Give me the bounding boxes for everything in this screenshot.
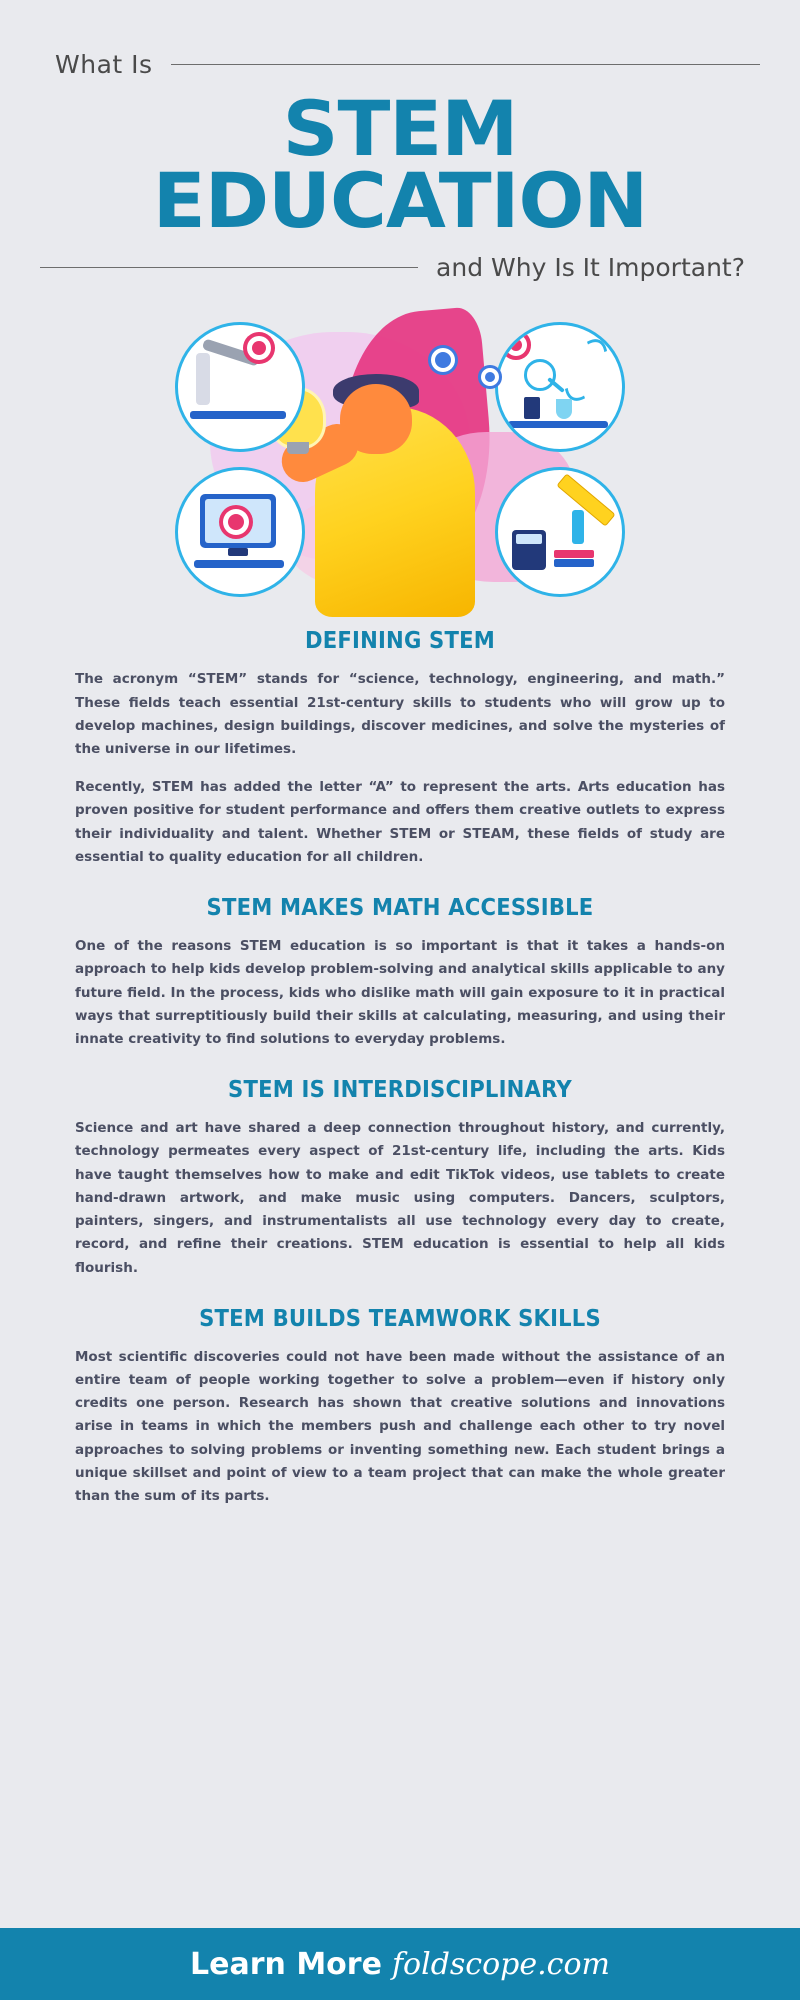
technology-circle-icon <box>175 467 305 597</box>
dna-helix-icon <box>556 333 617 408</box>
section-paragraph: Most scientific discoveries could not have been made without the assistance of an entire team of people working together to solve a problem—even if history only credits one person. Research has shown that creative solutions and innovations arise in teams in which the members push and challenge each other to try novel approaches to solving problems or inventing something new. Each student brings a unique skillset and point of view to a team project that can make the whole greater than the sum of its parts. <box>75 1348 725 1505</box>
hero-illustration <box>0 312 800 612</box>
pencil-icon <box>572 510 584 544</box>
illustration-canvas <box>165 312 635 612</box>
article-body <box>0 612 800 1910</box>
footer-site-link[interactable]: foldscope.com <box>391 1946 610 1982</box>
magnifier-icon <box>524 359 556 391</box>
section-math-accessible <box>75 895 725 1051</box>
gear-floating-icon <box>435 352 451 368</box>
header-subtitle: and Why Is It Important? <box>436 253 745 283</box>
page-title: STEM EDUCATION <box>152 84 648 246</box>
header-rule-bottom <box>40 267 418 268</box>
ruler-icon <box>556 474 615 527</box>
header-kicker: What Is <box>55 50 153 79</box>
footer-cta-label: Learn More <box>190 1946 382 1982</box>
lightbulb-base-icon <box>287 442 309 454</box>
microscope-icon <box>524 397 540 419</box>
gear-screen-icon <box>228 514 244 530</box>
robot-arm-base-icon <box>196 353 210 405</box>
section-title: STEM BUILDS TEAMWORK SKILLS <box>199 1305 601 1332</box>
section-teamwork-skills <box>75 1306 725 1509</box>
gear-small-icon <box>252 341 266 355</box>
desk-icon <box>194 560 284 568</box>
gear-science-icon <box>510 339 522 351</box>
monitor-stand-icon <box>228 548 248 556</box>
header-rule-top <box>171 64 760 65</box>
section-title: STEM MAKES MATH ACCESSIBLE <box>206 895 594 922</box>
workbench-icon <box>190 411 286 419</box>
section-paragraph: Recently, STEM has added the letter “A” to represent the arts. Arts education has proven positive for student performance and offers them creative outlets to express their individuality and talent. Whether STEM or STEAM, these fields of study are essential to quality education for all children. <box>75 779 725 865</box>
footer-cta-bar[interactable] <box>0 1928 800 2000</box>
header-bottom-row <box>40 253 760 282</box>
gear-floating-small-icon <box>485 372 495 382</box>
header-top-row <box>40 50 760 79</box>
calculator-display-icon <box>516 534 542 544</box>
book-red-icon <box>554 550 594 558</box>
math-circle-icon <box>495 467 625 597</box>
section-title: STEM IS INTERDISCIPLINARY <box>228 1077 572 1104</box>
section-defining-stem <box>75 628 725 869</box>
section-paragraph: Science and art have shared a deep connection throughout history, and currently, technology permeates every aspect of 21st-century life, including the arts. Kids have taught themselves how to make and edit TikTok videos, use tablets to create hand-drawn artwork, and make music using computers. Dancers, sculptors, painters, singers, and instrumentalists all use technology every day to create, record, and refine their creations. STEM education is essential to help all kids flourish. <box>75 1120 725 1276</box>
robot-arm-link-icon <box>202 339 261 367</box>
science-circle-icon <box>495 322 625 452</box>
section-paragraph: One of the reasons STEM education is so important is that it takes a hands-on approach to help kids develop problem-solving and analytical skills applicable to any future field. In the process, kids who dislike math will gain exposure to it in practical ways that surreptitiously build their skills at calculating, measuring, and using their innate creativity to find solutions to everyday problems. <box>75 938 725 1047</box>
section-interdisciplinary <box>75 1077 725 1280</box>
flask-icon <box>556 399 572 419</box>
section-title: DEFINING STEM <box>305 628 495 655</box>
engineering-circle-icon <box>175 322 305 452</box>
section-paragraph: The acronym “STEM” stands for “science, technology, engineering, and math.” These fields teach essential 21st-century skills to students who will grow up to develop machines, design buildings, discover medicines, and solve the mysteries of the universe in our lifetimes. <box>75 671 725 758</box>
lab-bench-icon <box>508 421 608 428</box>
poster-header <box>0 0 800 282</box>
book-blue-icon <box>554 559 594 567</box>
